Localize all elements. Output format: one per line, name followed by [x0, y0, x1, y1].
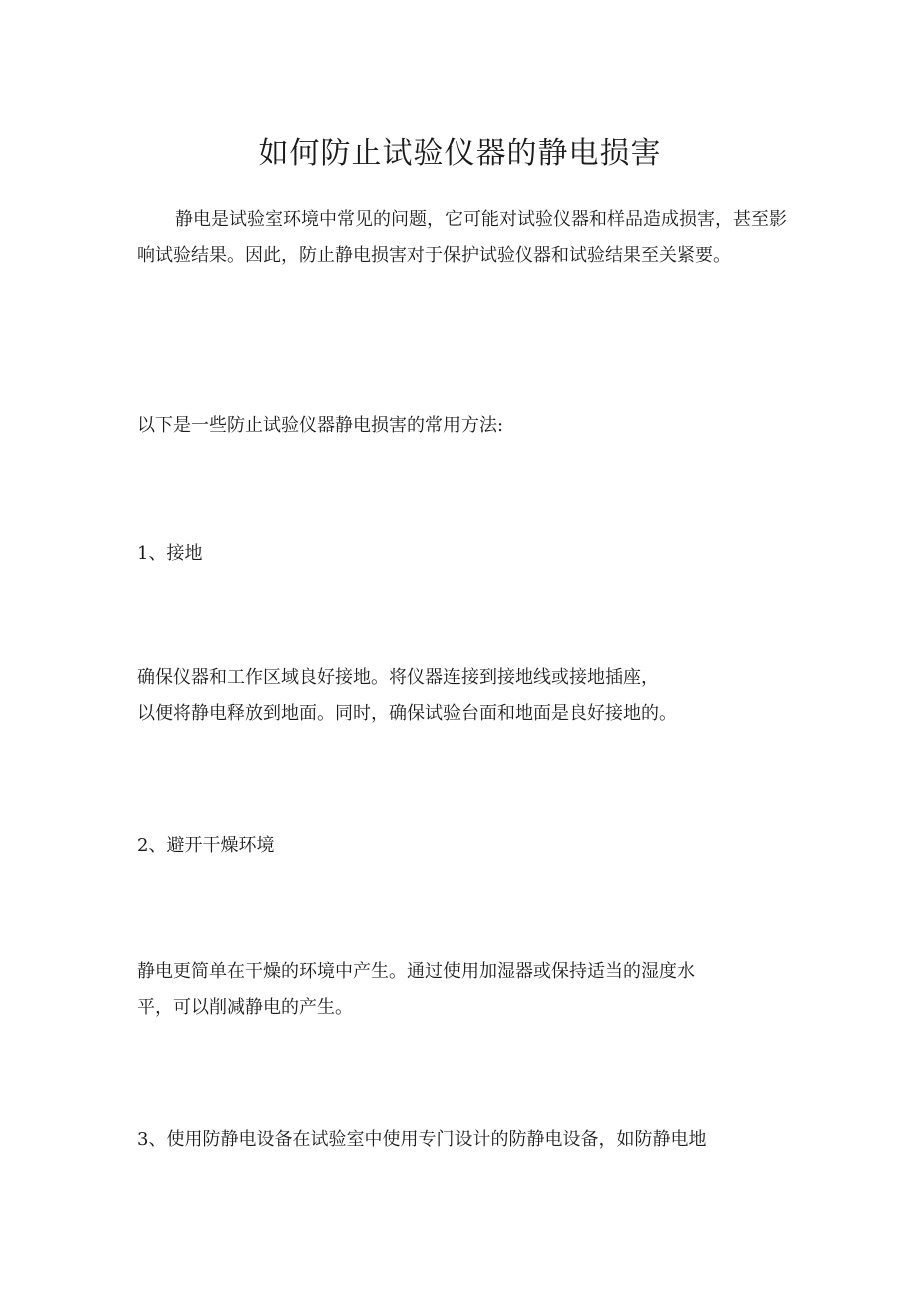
grounding-line-1: 确保仪器和工作区域良好接地。将仪器连接到接地线或接地插座， [137, 667, 659, 688]
section-heading-avoid-dry: 2、避开干燥环境 [137, 835, 275, 856]
grounding-line-2: 以便将静电释放到地面。同时，确保试验台面和地面是良好接地的。 [137, 703, 677, 724]
avoid-dry-paragraph [137, 954, 797, 1026]
document-title: 如何防止试验仪器的静电损害 [258, 136, 662, 171]
section-heading-antistatic-equipment: 3、使用防静电设备在试验室中使用专门设计的防静电设备，如防静电地 [137, 1129, 707, 1150]
avoid-dry-line-2: 平，可以削减静电的产生。 [137, 997, 353, 1018]
avoid-dry-line-1: 静电更简单在干燥的环境中产生。通过使用加湿器或保持适当的湿度水 [137, 961, 695, 982]
section-heading-grounding: 1、接地 [137, 543, 203, 564]
intro-paragraph: 静电是试验室环境中常见的问题，它可能对试验仪器和样品造成损害，甚至影响试验结果。因此，防止静电损害对于保护试验仪器和试验结果至关紧要。 [137, 209, 787, 266]
grounding-paragraph [137, 660, 797, 732]
methods-lead-paragraph: 以下是一些防止试验仪器静电损害的常用方法: [137, 415, 504, 436]
